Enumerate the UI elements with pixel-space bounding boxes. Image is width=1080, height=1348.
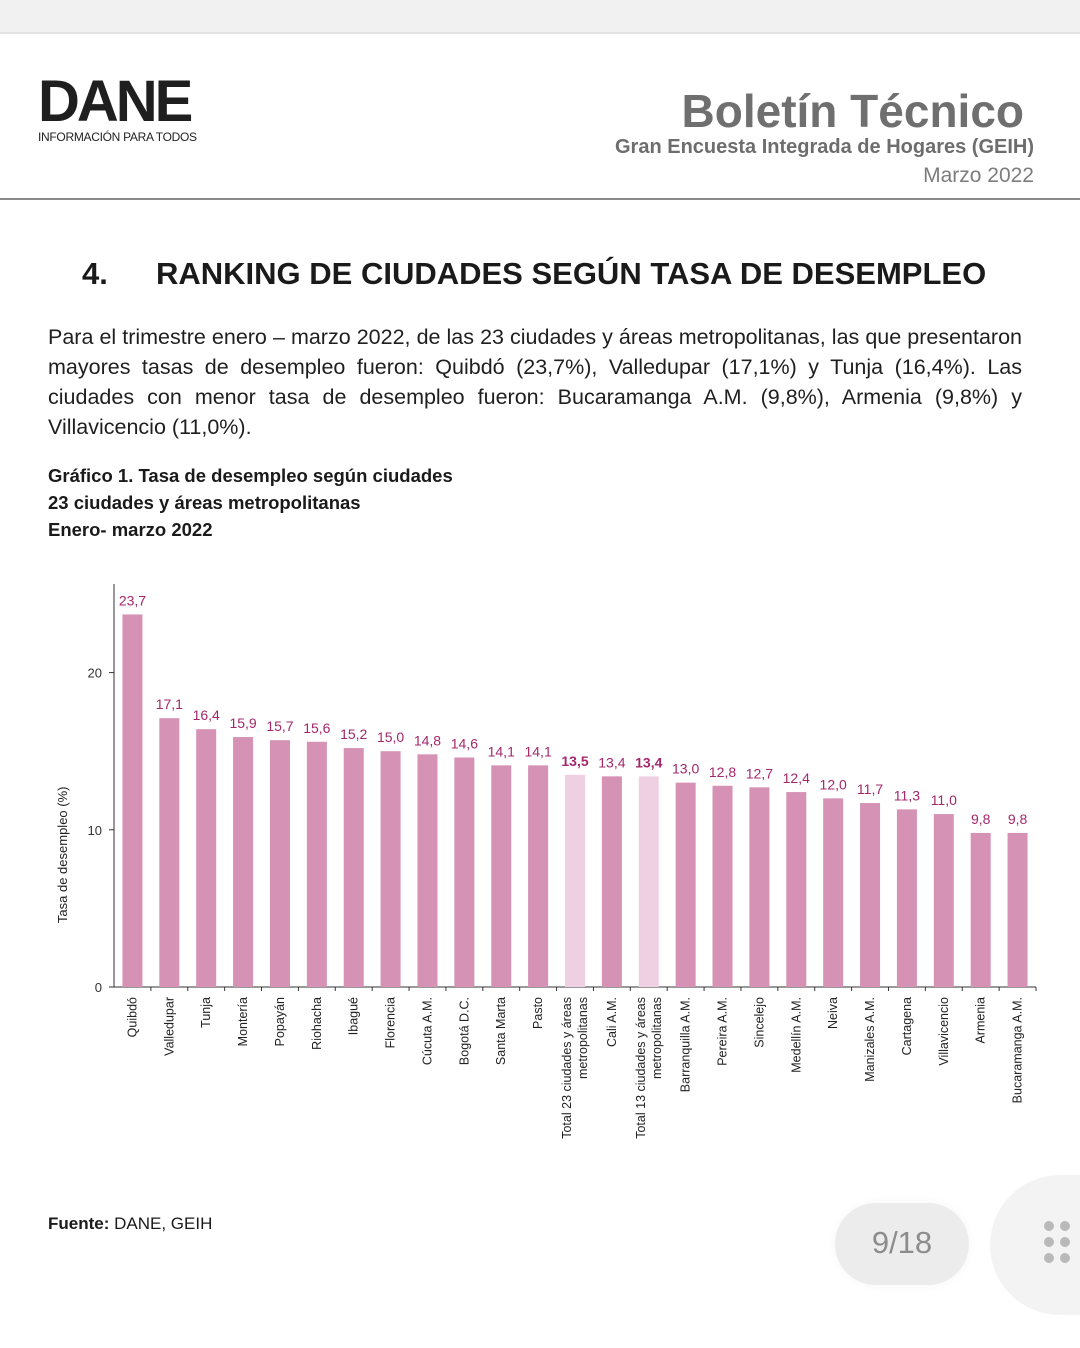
data-label: 15,9 [229,715,257,732]
bar [491,765,511,987]
data-label: 15,2 [340,726,368,743]
bar [602,776,622,987]
category-label: Manizales A.M. [863,997,878,1082]
y-tick-label: 20 [87,665,102,681]
bar [454,757,474,987]
bar [897,809,917,987]
data-label: 13,0 [672,760,700,777]
category-label: Total 13 ciudades y áreas [633,997,648,1139]
category-label: Tunja [199,997,214,1028]
logo-tagline: INFORMACIÓN PARA TODOS [38,130,197,144]
data-label: 11,7 [856,781,884,798]
category-label: Barranquilla A.M. [678,997,693,1093]
dot-icon [1044,1221,1054,1231]
bar [749,787,769,987]
category-label: Cartagena [899,997,914,1056]
category-label: Santa Marta [494,997,509,1066]
page-indicator-text: 9/18 [871,1225,933,1260]
category-label: Florencia [383,997,398,1049]
more-options-button[interactable] [990,1175,1080,1315]
data-label: 12,8 [708,763,737,780]
bulletin-title: Boletín Técnico [681,85,1024,137]
bar [233,737,253,987]
data-label: 14,1 [487,743,515,760]
dot-icon [1060,1253,1070,1263]
data-label: 13,5 [561,752,589,769]
section-number: 4. [82,256,108,291]
viewer-top-bar [0,0,1080,34]
dot-icon [1044,1237,1054,1247]
data-label: 15,6 [303,719,331,736]
category-label: Quibdó [125,997,140,1038]
category-label: Pereira A.M. [715,997,730,1066]
y-axis-label: Tasa de desempleo (%) [55,786,70,924]
data-label: 11,3 [893,787,921,804]
category-label: Armenia [973,997,988,1044]
dot-icon [1044,1253,1054,1263]
bar [381,751,401,987]
dot-icon [1060,1237,1070,1247]
data-label: 15,0 [376,729,405,746]
data-label: 13,4 [635,754,663,771]
bar [823,798,843,987]
data-label: 14,6 [450,735,478,752]
category-label: Bucaramanga A.M. [1010,997,1025,1104]
category-label: Total 23 ciudades y áreas [560,997,574,1139]
category-label: Villavicencio [936,997,951,1066]
data-label: 16,4 [192,707,220,724]
dot-icon [1060,1221,1070,1231]
header-divider [0,198,1080,200]
data-label: 9,8 [970,810,991,827]
bar [713,786,733,987]
graph-caption-period: Enero- marzo 2022 [48,519,213,540]
category-label: Neiva [826,997,841,1029]
bar [528,765,548,987]
unemployment-bar-chart [0,580,1080,1160]
category-label: Ibagué [346,997,361,1036]
bar [159,718,179,987]
bar [934,814,954,987]
dane-logo [38,69,197,144]
data-label: 12,0 [819,776,847,793]
page-indicator[interactable] [835,1203,969,1285]
y-tick-label: 0 [94,980,102,995]
category-label: Montería [236,997,251,1047]
y-tick-label: 10 [87,822,102,838]
bar [860,803,880,987]
section-paragraph: Para el trimestre enero – marzo 2022, de las 23 ciudades y áreas metropolitanas, las que presentaron mayores tasas de desempleo fueron: Quibdó (23,7%), Valledupar (17,1%) y Tunja (16,4%). Las ciudades con menor tasa de desempleo fueron: Bucaramanga A.M. (9,8%), Armenia (9,8%) y Villavicencio (11,0%). [48,325,1022,439]
category-label: Pasto [531,997,546,1029]
category-label: Riohacha [309,997,324,1050]
data-label: 11,0 [930,792,957,809]
section-title: RANKING DE CIUDADES SEGÚN TASA DE DESEMPLEO [156,256,987,291]
source-text: DANE, GEIH [114,1214,213,1233]
category-label: Valledupar [162,997,177,1056]
bulletin-subtitle: Gran Encuesta Integrada de Hogares (GEIH) [615,136,1034,158]
category-label: metropolitanas [649,997,664,1079]
bar [122,614,142,987]
category-label: metropolitanas [576,997,590,1079]
bar [196,729,216,987]
graph-caption-scope: 23 ciudades y áreas metropolitanas [48,492,361,513]
data-label: 13,4 [598,754,626,771]
data-label: 14,8 [413,732,442,749]
category-label: Sincelejo [752,997,767,1048]
category-label: Cali A.M. [604,997,619,1048]
bar [565,775,585,987]
bar [786,792,806,987]
category-label: Popayán [272,997,287,1047]
bar [307,742,327,987]
data-label: 14,1 [524,743,552,760]
bar [270,740,290,987]
graph-caption-title: Gráfico 1. Tasa de desempleo según ciudades [48,465,453,486]
source-note [48,1214,212,1234]
data-label: 9,8 [1007,810,1028,827]
bar [1008,833,1028,987]
data-label: 12,7 [745,765,774,782]
bar [676,783,696,987]
category-label: Medellín A.M. [789,997,804,1073]
category-label: Bogotá D.C. [457,997,472,1066]
category-label: Cúcuta A.M. [420,997,435,1066]
data-label: 12,4 [782,770,810,787]
data-label: 17,1 [155,696,183,713]
data-label: 23,7 [118,592,147,609]
data-label: 15,7 [266,718,294,735]
logo-wordmark: DANE [38,69,191,134]
bar [344,748,364,987]
bar [417,754,437,987]
source-label: Fuente: [48,1214,110,1233]
bar [639,776,659,987]
bar [971,833,991,987]
bulletin-date: Marzo 2022 [923,164,1034,187]
